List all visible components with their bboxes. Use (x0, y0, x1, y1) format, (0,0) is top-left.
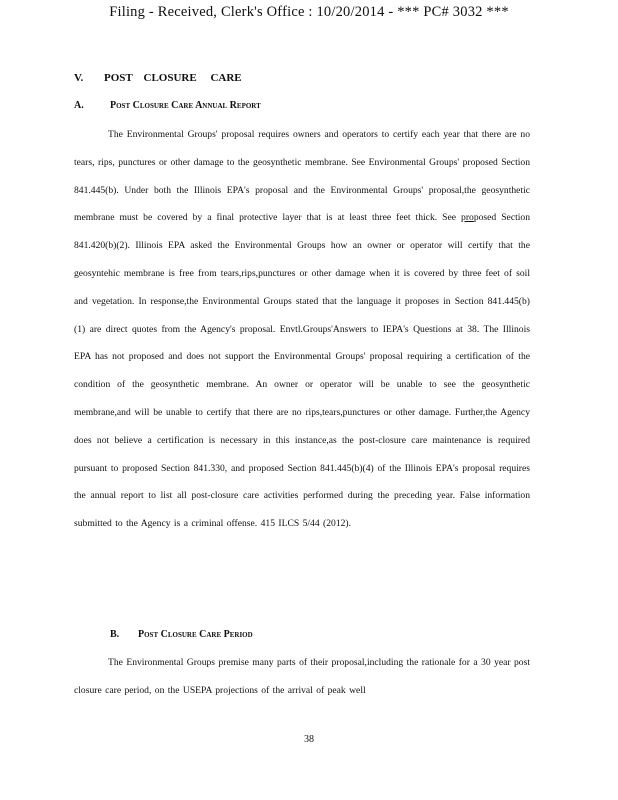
paragraph-2-text: The Environmental Groups premise many parts of their proposal,including the rationale for a 30 year post closure care period, on the USEPA projections of the arrival of peak well (74, 657, 530, 696)
paragraph-1-text-start: The Environmental Groups' proposal requires owners and operators to certify each year that there are no tears, rips, punctures or other damage to the geosynthetic membrane. See Environmental Groups' proposed Section 841.445(b). Under both the Illinois EPA's proposal and the Environmental Groups' proposal,the geosynthetic membrane must be covered by a final protective layer that is at least three feet thick. See (74, 129, 530, 224)
paragraph-1-underlined-text: pro (461, 212, 474, 224)
paragraph-1-text-end: posed Section 841.420(b)(2). Illinois EPA asked the Environmental Groups how an owner or operator will certify that the geosyntehic membrane is free from tears,rips,punctures or other damage when it is covered by three feet of soil and vegetation. In response,the Environmental Groups stated that the language it proposes in Section 841.445(b)(1) are direct quotes from the Agency's proposal. Envtl.Groups'Answers to IEPA's Questions at 38. The Illinois EPA has not proposed and does not support the Environmental Groups' proposal requiring a certification of the condition of the geosynthetic membrane. An owner or operator will be unable to see the geosynthetic membrane,and will be unable to certify that there are no rips,tears,punctures or other damage. Further,the Agency does not believe a certification is necessary in this instance,as the post-closure care maintenance is required pursuant to proposed Section 841.330, and proposed Section 841.445(b)(4) of the Illinois EPA's proposal requires the annual report to list all post-closure care activities performed during the preceding year. False information submitted to the Agency is a criminal offense. 415 ILCS 5/44 (2012). (74, 212, 531, 530)
subsection-a-heading (74, 100, 261, 111)
section-heading (74, 72, 242, 84)
subsection-b-letter: B. (110, 629, 120, 640)
page-number: 38 (304, 734, 314, 745)
paragraph-care-period (74, 649, 530, 705)
subsection-a-letter: A. (74, 100, 84, 111)
section-number: V. (74, 72, 84, 84)
subsection-b-heading (110, 629, 253, 640)
subsection-b-title: Post Closure Care Period (138, 629, 253, 640)
subsection-a-title: Post Closure Care Annual Report (110, 100, 261, 111)
section-title: POST CLOSURE CARE (104, 72, 242, 84)
filing-stamp-header: Filing - Received, Clerk's Office : 10/20/2014 - *** PC# 3032 *** (109, 4, 509, 20)
paragraph-annual-report (74, 121, 530, 538)
